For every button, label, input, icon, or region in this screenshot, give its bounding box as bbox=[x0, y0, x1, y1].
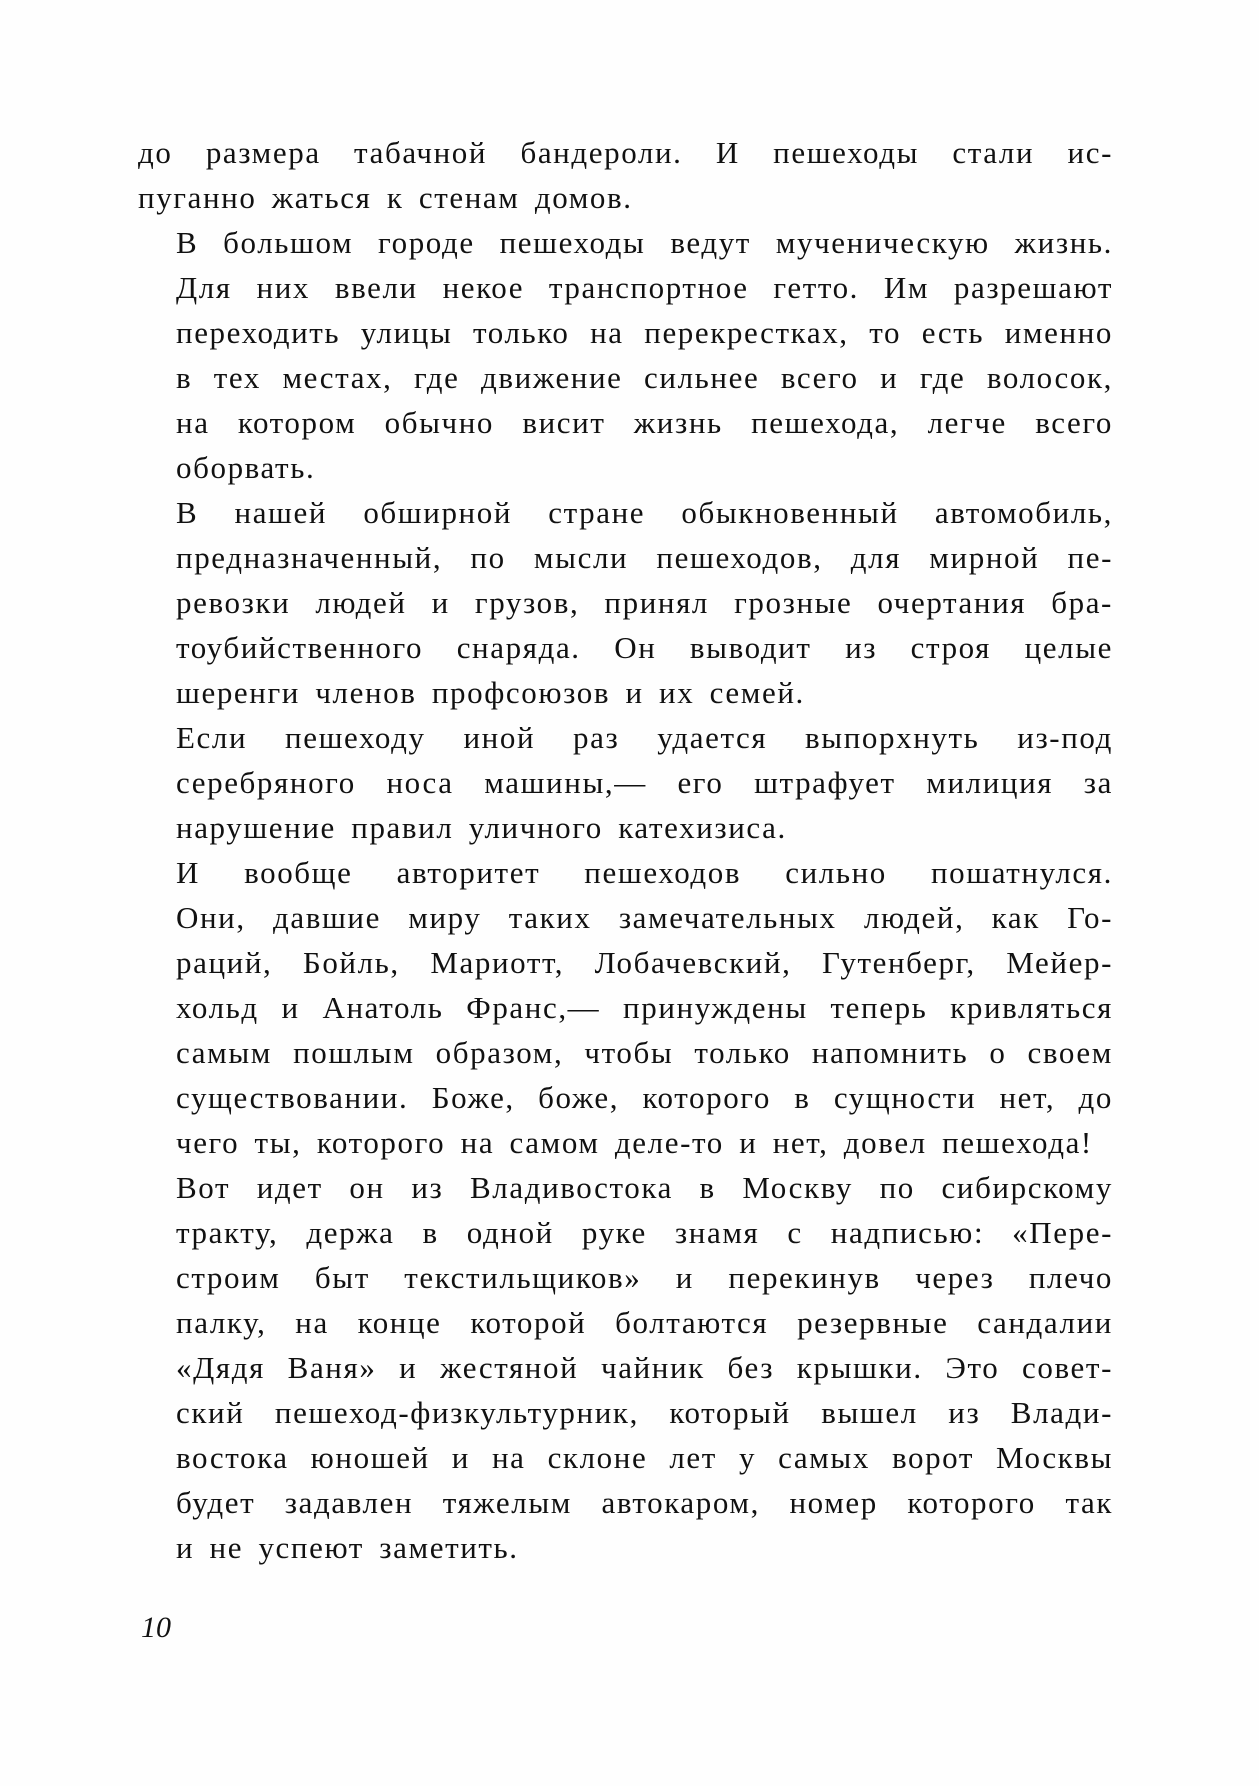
paragraph bbox=[138, 715, 1113, 850]
text-line: предназначенный, по мысли пешеходов, для мирной пе- bbox=[176, 540, 1113, 575]
text-line: Они, давшие миру таких замечательных людей, как Го- bbox=[176, 900, 1113, 935]
text-line: до размера табачной бандероли. И пешеходы стали ис- bbox=[138, 135, 1113, 170]
text-line: оборвать. bbox=[176, 450, 316, 485]
text-line: ревозки людей и грузов, принял грозные очертания бра- bbox=[176, 585, 1113, 620]
paragraph bbox=[138, 490, 1113, 715]
text-line: Вот идет он из Владивостока в Москву по сибирскому bbox=[176, 1170, 1113, 1205]
text-line: и не успеют заметить. bbox=[176, 1530, 519, 1565]
text-line: нарушение правил уличного катехизиса. bbox=[176, 810, 787, 845]
text-line: И вообще авторитет пешеходов сильно пошатнулся. bbox=[176, 855, 1113, 890]
text-line: переходить улицы только на перекрестках, то есть именно bbox=[176, 315, 1113, 350]
paragraph bbox=[138, 130, 1113, 220]
text-line: В большом городе пешеходы ведут мученическую жизнь. bbox=[176, 225, 1113, 260]
paragraph bbox=[138, 1165, 1113, 1570]
text-line: в тех местах, где движение сильнее всего и где волосок, bbox=[176, 360, 1113, 395]
page-number: 10 bbox=[141, 1611, 171, 1644]
text-line: раций, Бойль, Мариотт, Лобачевский, Гутенберг, Мейер- bbox=[176, 945, 1113, 980]
text-line: пуганно жаться к стенам домов. bbox=[138, 180, 633, 215]
text-line: В нашей обширной стране обыкновенный автомобиль, bbox=[176, 495, 1113, 530]
text-line: существовании. Боже, боже, которого в сущности нет, до bbox=[176, 1080, 1113, 1115]
text-line: серебряного носа машины,— его штрафует милиция за bbox=[176, 765, 1113, 800]
text-line: «Дядя Ваня» и жестяной чайник без крышки. Это совет- bbox=[176, 1350, 1113, 1385]
text-line: ский пешеход-физкультурник, который вышел из Влади- bbox=[176, 1395, 1113, 1430]
text-line: хольд и Анатоль Франс,— принуждены теперь кривляться bbox=[176, 990, 1113, 1025]
text-line: Для них ввели некое транспортное гетто. Им разрешают bbox=[176, 270, 1113, 305]
body-text bbox=[138, 130, 1113, 1570]
text-line: тракту, держа в одной руке знамя с надписью: «Пере- bbox=[176, 1215, 1113, 1250]
text-line: шеренги членов профсоюзов и их семей. bbox=[176, 675, 805, 710]
text-line: будет задавлен тяжелым автокаром, номер которого так bbox=[176, 1485, 1113, 1520]
text-line: Если пешеходу иной раз удается выпорхнуть из-под bbox=[176, 720, 1113, 755]
paragraph bbox=[138, 220, 1113, 490]
text-line: чего ты, которого на самом деле-то и нет, довел пешехода! bbox=[176, 1125, 1093, 1160]
text-line: тоубийственного снаряда. Он выводит из строя целые bbox=[176, 630, 1113, 665]
text-line: самым пошлым образом, чтобы только напомнить о своем bbox=[176, 1035, 1113, 1070]
text-line: востока юношей и на склоне лет у самых ворот Москвы bbox=[176, 1440, 1113, 1475]
text-line: на котором обычно висит жизнь пешехода, легче всего bbox=[176, 405, 1113, 440]
paragraph bbox=[138, 850, 1113, 1165]
text-line: строим быт текстильщиков» и перекинув через плечо bbox=[176, 1260, 1113, 1295]
text-line: палку, на конце которой болтаются резервные сандалии bbox=[176, 1305, 1113, 1340]
